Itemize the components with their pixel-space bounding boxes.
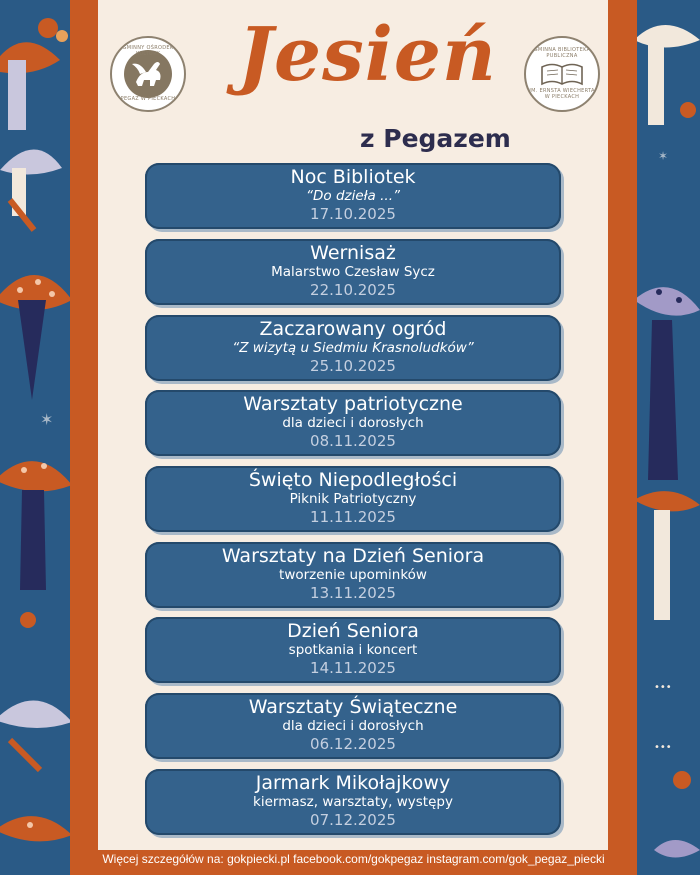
event-card <box>145 315 561 381</box>
event-title: Zaczarowany ogród <box>259 318 447 340</box>
event-title: Noc Bibliotek <box>290 166 416 188</box>
event-date: 25.10.2025 <box>310 357 396 375</box>
event-title: Jarmark Mikołajkowy <box>255 772 451 794</box>
event-subtitle: kiermasz, warsztaty, występy <box>253 794 453 810</box>
footer-links: Więcej szczegółów na: gokpiecki.pl facebook.com/gokpegaz instagram.com/gok_pegaz_piecki <box>102 852 605 866</box>
event-date: 11.11.2025 <box>310 508 396 526</box>
svg-text:•••: ••• <box>654 742 672 753</box>
event-subtitle: dla dzieci i dorosłych <box>282 718 424 734</box>
event-date: 07.12.2025 <box>310 811 396 829</box>
svg-text:✶: ✶ <box>40 410 54 429</box>
event-date: 14.11.2025 <box>310 659 396 677</box>
event-card <box>145 163 561 229</box>
svg-text:•••: ••• <box>654 682 672 693</box>
mushroom-pattern-left <box>0 0 70 875</box>
library-logo <box>524 36 600 112</box>
event-subtitle: “Z wizytą u Siedmiu Krasnoludków” <box>232 340 474 356</box>
event-card <box>145 693 561 759</box>
event-date: 13.11.2025 <box>310 584 396 602</box>
svg-text:✶: ✶ <box>658 149 669 163</box>
event-card <box>145 542 561 608</box>
event-date: 08.11.2025 <box>310 432 396 450</box>
event-title: Dzień Seniora <box>287 620 419 642</box>
event-card <box>145 617 561 683</box>
event-title: Warsztaty patriotyczne <box>243 393 463 415</box>
event-card <box>145 466 561 532</box>
event-date: 06.12.2025 <box>310 735 396 753</box>
logo-right-top-text: GMINNA BIBLIOTEKA PUBLICZNA <box>533 47 591 59</box>
event-card <box>145 239 561 305</box>
event-card <box>145 769 561 835</box>
event-date: 22.10.2025 <box>310 281 396 299</box>
event-subtitle: Piknik Patriotyczny <box>289 491 417 507</box>
gok-pegaz-logo <box>110 36 186 112</box>
logo-left-bottom-text: PEGAZ W PIECKACH <box>120 96 176 102</box>
open-book-icon <box>539 59 585 89</box>
event-subtitle: tworzenie upominków <box>279 567 427 583</box>
event-subtitle: spotkania i koncert <box>288 642 418 658</box>
page-title: Jesień <box>238 12 497 98</box>
event-title: Warsztaty Świąteczne <box>248 696 458 718</box>
logo-right-bottom-text: IM. ERNSTA WIECHERTA W PIECKACH <box>529 88 595 100</box>
event-subtitle: “Do dzieła ...” <box>306 188 400 204</box>
logo-left-top-text: GMINNY OŚRODEK KULTURY <box>122 45 174 57</box>
event-title: Warsztaty na Dzień Seniora <box>221 545 485 567</box>
event-date: 17.10.2025 <box>310 205 396 223</box>
mushroom-pattern-right <box>634 0 700 875</box>
event-title: Wernisaż <box>310 242 396 264</box>
event-subtitle: dla dzieci i dorosłych <box>282 415 424 431</box>
page-subtitle: z Pegazem <box>360 124 511 153</box>
event-card <box>145 390 561 456</box>
event-title: Święto Niepodległości <box>248 469 458 491</box>
event-subtitle: Malarstwo Czesław Sycz <box>271 264 435 280</box>
